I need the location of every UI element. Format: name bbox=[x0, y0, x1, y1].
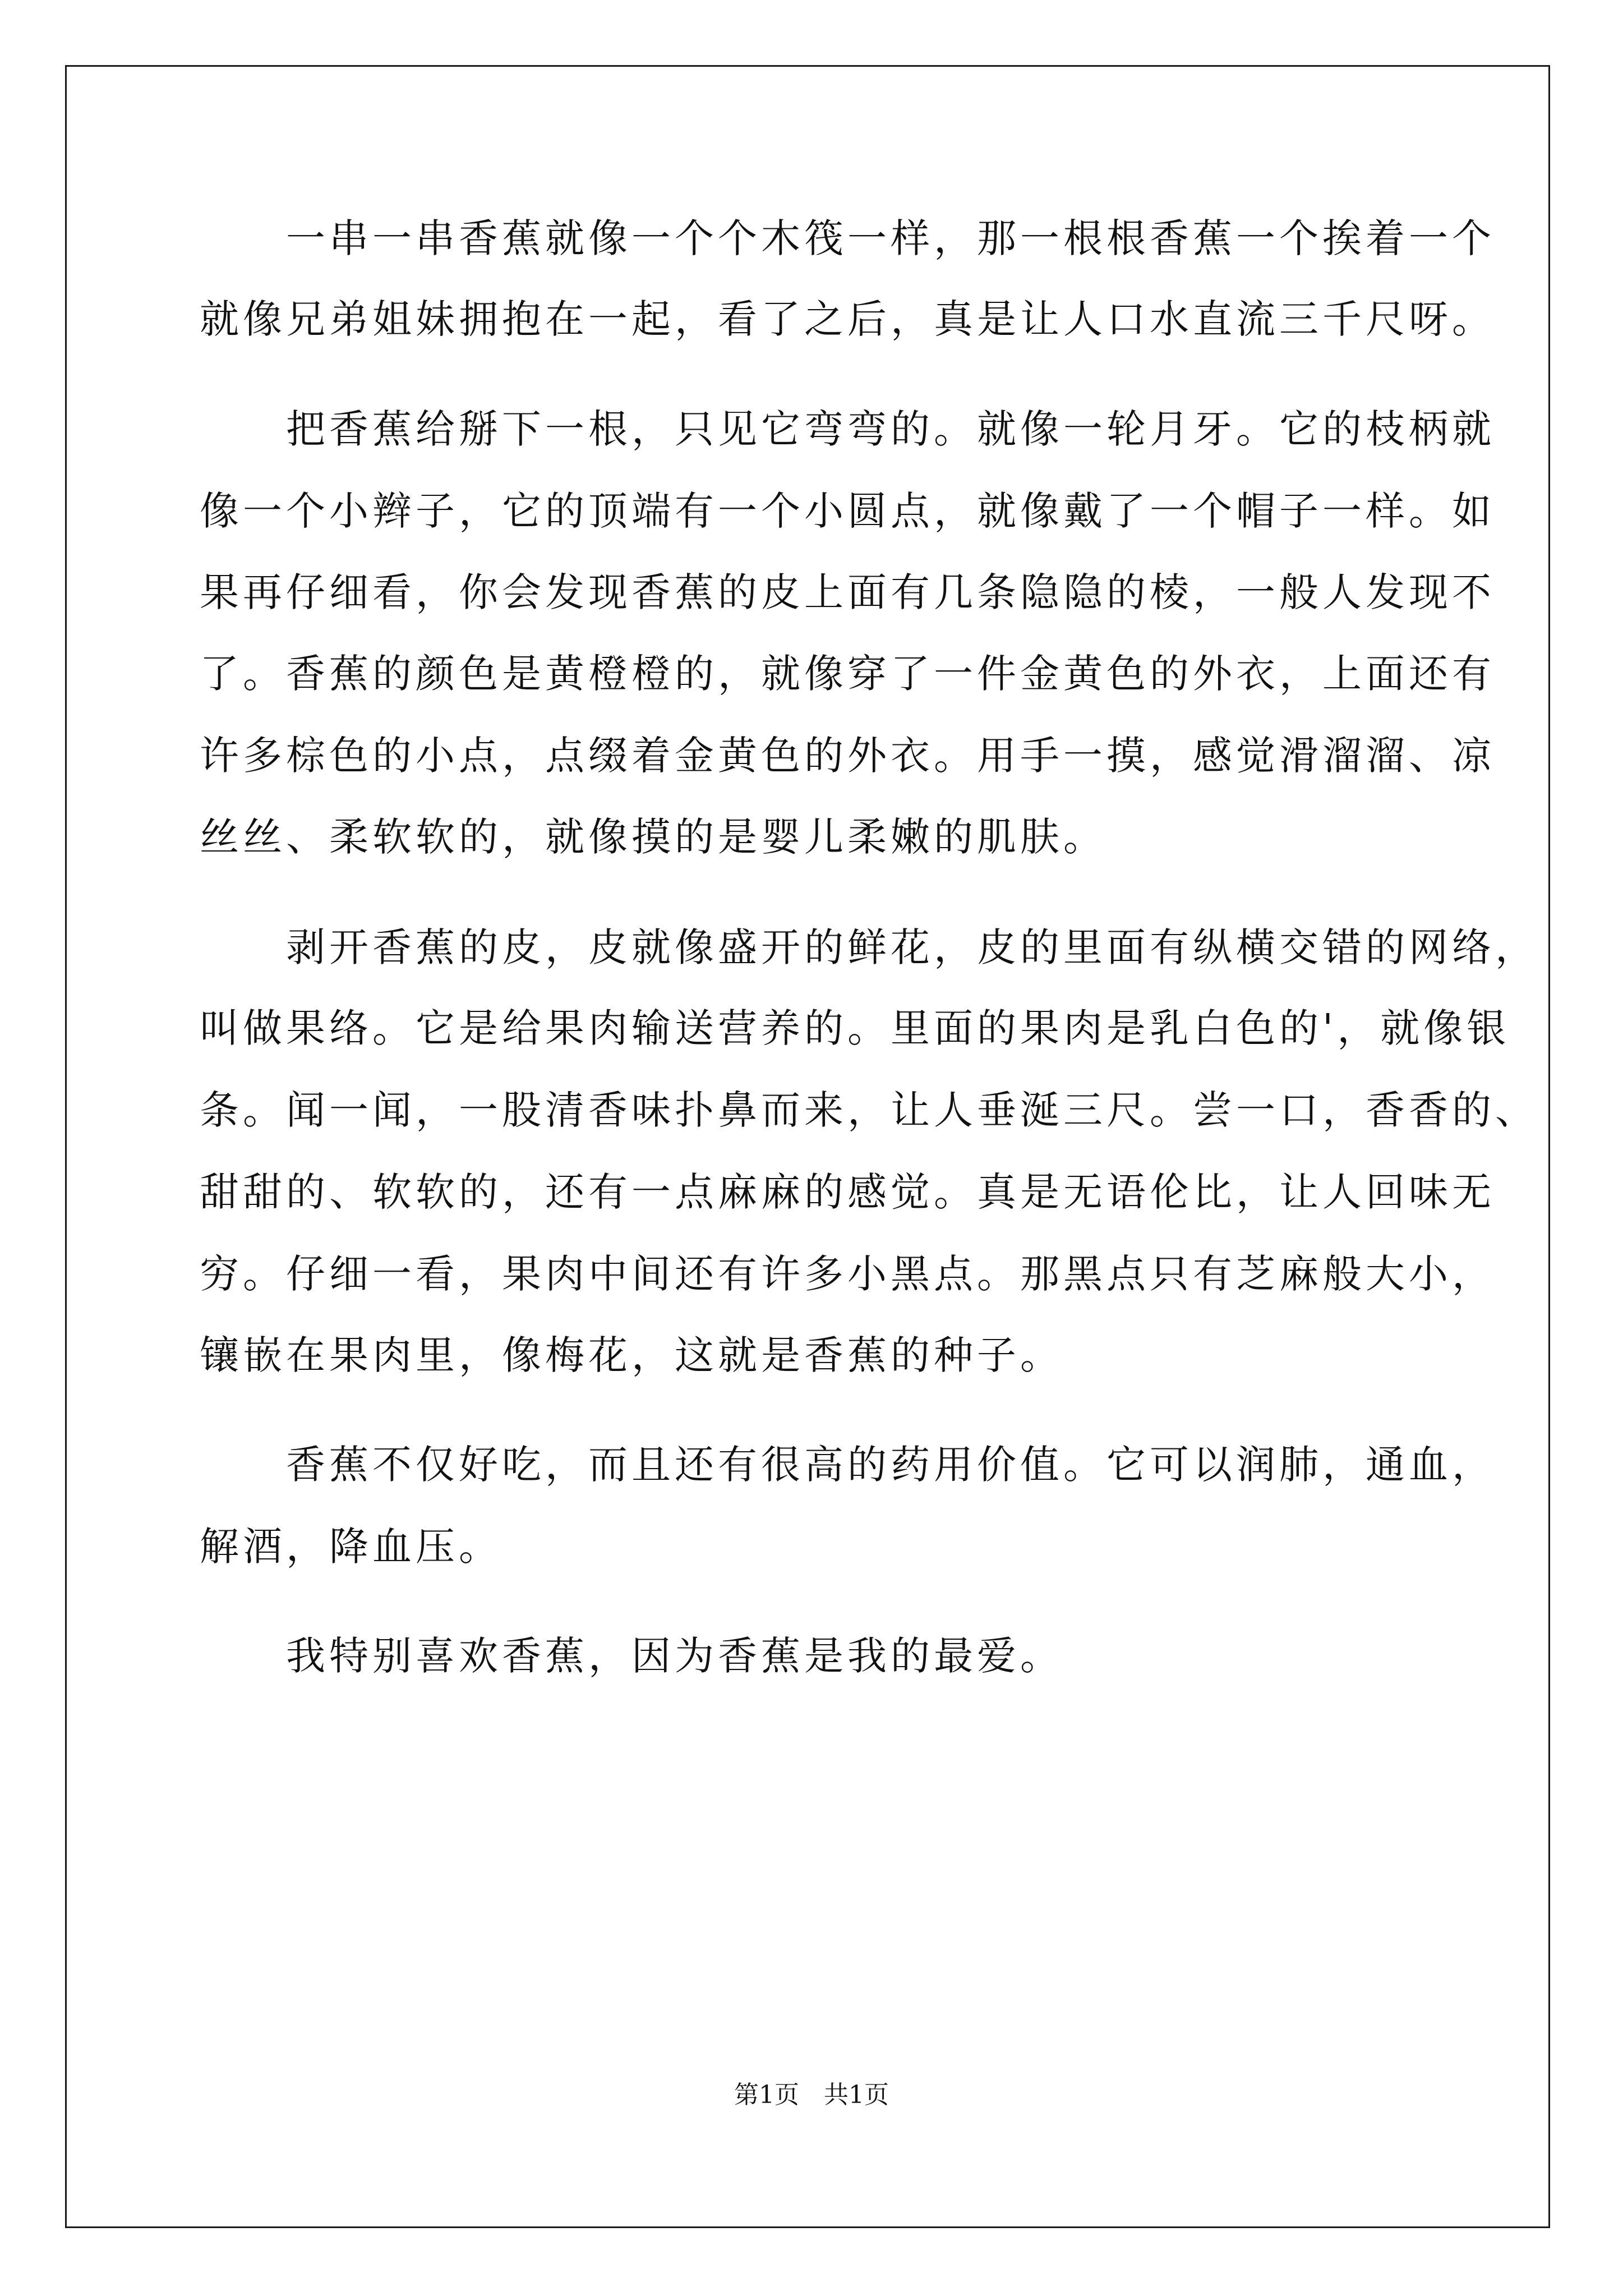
text-line: 叫做果络。它是给果肉输送营养的。里面的果肉是乳白色的'，就像银 bbox=[200, 1005, 1510, 1051]
text-line: 就像兄弟姐妹拥抱在一起，看了之后，真是让人口水直流三千尺呀。 bbox=[200, 296, 1495, 342]
text-line: 甜甜的、软软的，还有一点麻麻的感觉。真是无语伦比，让人回味无 bbox=[200, 1169, 1495, 1215]
text-line: 像一个小辫子，它的顶端有一个小圆点，就像戴了一个帽子一样。如 bbox=[200, 488, 1495, 534]
text-line: 丝丝、柔软软的，就像摸的是婴儿柔嫩的肌肤。 bbox=[200, 814, 1106, 860]
text-line: 把香蕉给掰下一根，只见它弯弯的。就像一轮月牙。它的枝柄就 bbox=[200, 406, 1495, 452]
page-number-footer: 第1页 共1页 bbox=[734, 2081, 889, 2109]
text-line: 了。香蕉的颜色是黄橙橙的，就像穿了一件金黄色的外衣，上面还有 bbox=[200, 651, 1495, 697]
text-line: 一串一串香蕉就像一个个木筏一样，那一根根香蕉一个挨着一个 bbox=[200, 215, 1495, 261]
text-line: 香蕉不仅好吃，而且还有很高的药用价值。它可以润肺，通血， bbox=[200, 1442, 1495, 1488]
text-line: 穷。仔细一看，果肉中间还有许多小黑点。那黑点只有芝麻般大小， bbox=[200, 1251, 1495, 1297]
text-line: 许多棕色的小点，点缀着金黄色的外衣。用手一摸，感觉滑溜溜、凉 bbox=[200, 733, 1495, 779]
text-line: 条。闻一闻，一股清香味扑鼻而来，让人垂涎三尺。尝一口，香香的、 bbox=[200, 1087, 1538, 1133]
text-line: 镶嵌在果肉里，像梅花，这就是香蕉的种子。 bbox=[200, 1332, 1063, 1378]
page-border bbox=[65, 65, 1550, 2228]
text-line: 解酒，降血压。 bbox=[200, 1524, 502, 1570]
text-line: 剥开香蕉的皮，皮就像盛开的鲜花，皮的里面有纵横交错的网络， bbox=[200, 924, 1538, 970]
text-line: 果再仔细看，你会发现香蕉的皮上面有几条隐隐的棱，一般人发现不 bbox=[200, 569, 1495, 615]
text-line: 我特别喜欢香蕉，因为香蕉是我的最爱。 bbox=[200, 1633, 1063, 1679]
